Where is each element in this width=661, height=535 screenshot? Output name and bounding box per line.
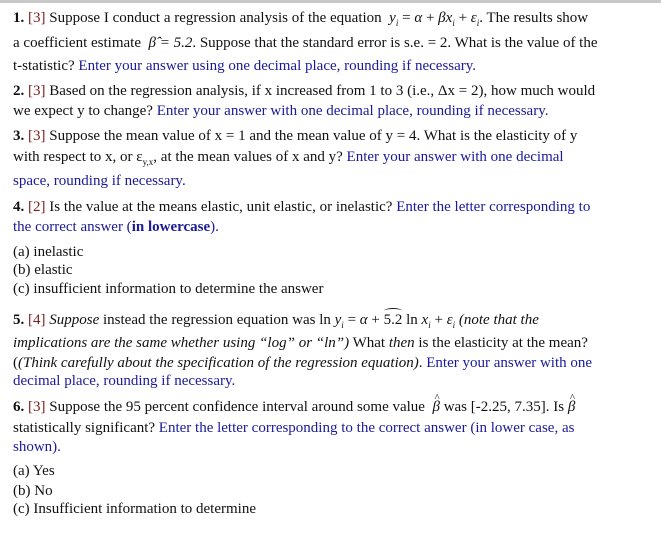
q3-points: [3] bbox=[28, 128, 46, 144]
q3-text: with respect to x, or ε bbox=[13, 149, 143, 165]
q6-number: 6. bbox=[13, 399, 25, 415]
q2-line1 bbox=[13, 82, 595, 100]
q3-line1 bbox=[13, 127, 577, 145]
q4-option-c: (c) insufficient information to determine the answer bbox=[13, 281, 324, 297]
q4-line1 bbox=[13, 198, 590, 216]
q4-option-b: (b) elastic bbox=[13, 262, 73, 278]
q1-equation: $y_i = \alpha + \beta x_i + \varepsilon_i$ bbox=[389, 10, 480, 28]
q2-points: [3] bbox=[28, 83, 46, 99]
q2-instruction: Enter your answer with one decimal place, rounding if necessary. bbox=[156, 103, 549, 119]
q4-points: [2] bbox=[28, 199, 46, 215]
q5-instruction: Enter your answer with one bbox=[426, 355, 593, 371]
divider bbox=[0, 0, 661, 3]
q5-line4: decimal place, rounding if necessary. bbox=[13, 373, 236, 389]
q1-points: [3] bbox=[28, 10, 46, 26]
q5-text: . bbox=[418, 355, 423, 371]
q1-line1 bbox=[13, 9, 588, 32]
q4-number: 4. bbox=[13, 199, 25, 215]
q6-text: was [-2.25, 7.35]. Is bbox=[443, 399, 565, 415]
q4-instruction: Enter the letter corresponding to bbox=[396, 199, 591, 215]
q1-text: a coefficient estimate bbox=[13, 35, 141, 51]
q1-text: . The results show bbox=[479, 10, 589, 26]
q3-instruction: Enter your answer with one decimal bbox=[346, 149, 564, 165]
q6-option-c: (c) Insufficient information to determine bbox=[13, 501, 256, 517]
q5-text: Suppose bbox=[49, 312, 100, 328]
q6-instruction: Enter the letter corresponding to the correct answer (in lower case, as bbox=[158, 420, 575, 436]
q1-equation-beta: β̂ = 5.2 bbox=[148, 35, 193, 51]
q3-text: , at the mean values of x and y? bbox=[153, 149, 343, 165]
q5-text: implications are the same whether using “log” or “ln”) bbox=[13, 335, 350, 351]
q5-equation: $\ln y_i = \alpha + 5.2$ $\ln x_i + \varepsilon_i$ bbox=[319, 312, 456, 330]
q1-number: 1. bbox=[13, 10, 25, 26]
q1-instruction: Enter your answer using one decimal place, rounding if necessary. bbox=[78, 58, 477, 74]
q2-line2 bbox=[13, 102, 549, 120]
q2-text: we expect y to change? bbox=[13, 103, 153, 119]
q3-number: 3. bbox=[13, 128, 25, 144]
q5-line3: ((Think carefully about the specification of the regression equation). Enter your answer with one bbox=[13, 355, 593, 371]
q3-text: Suppose the mean value of x = 1 and the mean value of y = 4. What is the elasticity of y bbox=[49, 128, 578, 144]
q6-points: [3] bbox=[28, 399, 46, 415]
q6-option-b: (b) No bbox=[13, 483, 53, 499]
q1-line3 bbox=[13, 57, 476, 75]
q5-line2 bbox=[13, 334, 588, 352]
q4-text: Is the value at the means elastic, unit elastic, or inelastic? bbox=[49, 199, 393, 215]
q1-text: t-statistic? bbox=[13, 58, 75, 74]
q6-text: statistically significant? bbox=[13, 420, 156, 436]
q6-line1: 6. [3] Suppose the 95 percent confidence interval around some value ^ β was [-2.25, 7.35]. Is ^ β bbox=[13, 398, 575, 416]
q2-number: 2. bbox=[13, 83, 25, 99]
q5-text: (note that the bbox=[458, 312, 539, 328]
q5-number: 5. bbox=[13, 312, 25, 328]
q1-text: Suppose I conduct a regression analysis of the equation bbox=[49, 10, 382, 26]
q1-line2 bbox=[13, 34, 598, 52]
q3-line2 bbox=[13, 148, 564, 171]
q5-line1 bbox=[13, 311, 539, 334]
q5-text: (Think carefully about the specification of the regression equation) bbox=[18, 355, 419, 371]
q6-option-a: (a) Yes bbox=[13, 463, 55, 479]
q4-instruction: ). bbox=[210, 219, 219, 235]
q4-instruction: the correct answer ( bbox=[13, 219, 132, 235]
q3-subscript: y,x bbox=[142, 157, 154, 167]
q6-text: Suppose the 95 percent confidence interval around some value bbox=[49, 399, 425, 415]
q6-line3: shown). bbox=[13, 439, 61, 455]
q5-text: What bbox=[352, 335, 386, 351]
q5-text: then bbox=[388, 335, 415, 351]
q6-line2 bbox=[13, 419, 574, 437]
q3-line3: space, rounding if necessary. bbox=[13, 173, 186, 189]
q5-points: [4] bbox=[28, 312, 46, 328]
q4-line2 bbox=[13, 218, 219, 236]
q1-text: . Suppose that the standard error is s.e. = 2. What is the value of the bbox=[192, 35, 598, 51]
q4-option-a: (a) inelastic bbox=[13, 244, 84, 260]
q5-text: is the elasticity at the mean? bbox=[418, 335, 588, 351]
q4-instruction-bold: in lowercase bbox=[131, 219, 211, 235]
q2-text: Based on the regression analysis, if x increased from 1 to 3 (i.e., Δx = 2), how much would bbox=[49, 83, 596, 99]
q5-text: instead the regression equation was bbox=[103, 312, 316, 328]
